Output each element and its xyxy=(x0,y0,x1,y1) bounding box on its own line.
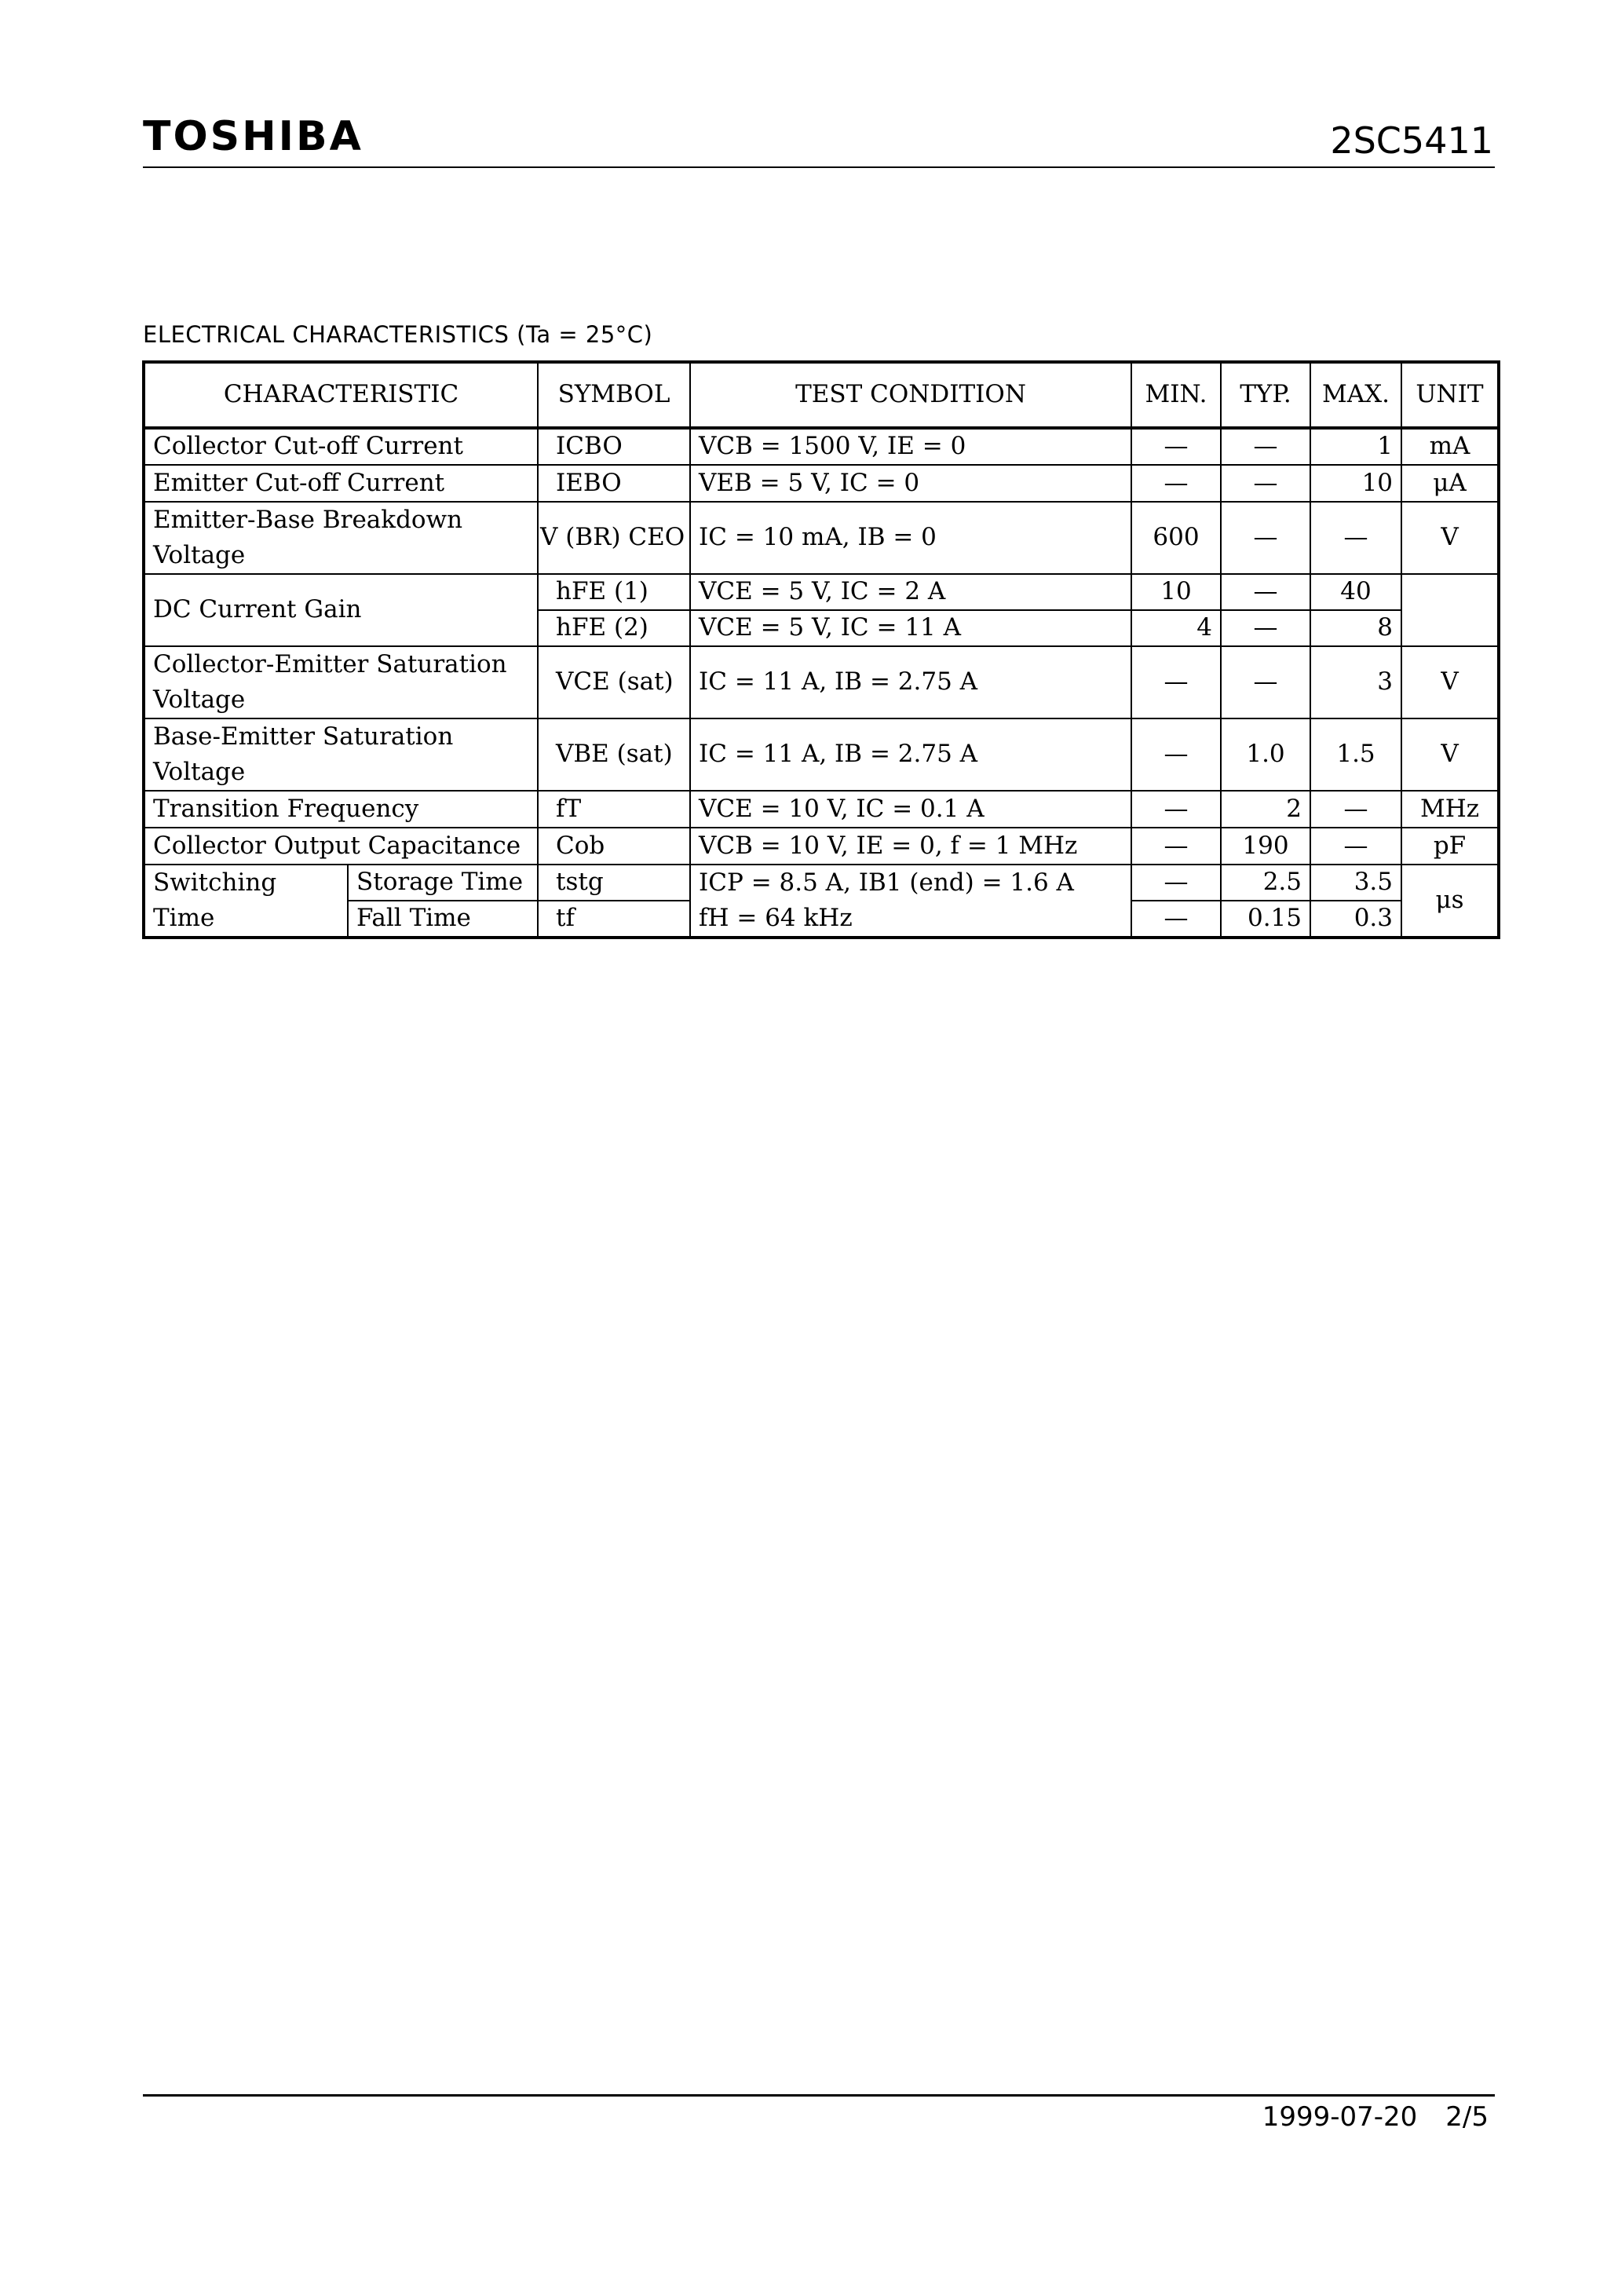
footer-date: 1999-07-20 xyxy=(1262,2101,1418,2133)
min-cell: — xyxy=(1131,718,1221,791)
typ-cell: — xyxy=(1221,502,1310,574)
max-cell: 0.3 xyxy=(1310,901,1401,937)
characteristic-line: Voltage xyxy=(153,758,246,786)
symbol-cell: tf xyxy=(538,901,690,937)
table-row xyxy=(144,574,1499,610)
test-condition-cell: IC = 11 A, IB = 2.75 A xyxy=(690,718,1131,791)
max-cell: 10 xyxy=(1310,465,1401,502)
table-row xyxy=(144,828,1499,865)
group-line: Switching xyxy=(153,868,277,897)
electrical-characteristics-table xyxy=(142,360,1500,939)
unit-cell: V xyxy=(1401,646,1499,718)
column-header: CHARACTERISTIC xyxy=(144,362,538,428)
switching-time-group-cell xyxy=(144,865,348,938)
typ-cell: 0.15 xyxy=(1221,901,1310,937)
unit-cell: MHz xyxy=(1401,791,1499,828)
symbol-cell: Cob xyxy=(538,828,690,865)
characteristic-cell: Collector Output Capacitance xyxy=(144,828,538,865)
characteristic-cell xyxy=(144,718,538,791)
characteristic-cell xyxy=(144,646,538,718)
footer xyxy=(1262,2101,1489,2133)
min-cell: — xyxy=(1131,828,1221,865)
characteristic-line: Base-Emitter Saturation xyxy=(153,722,454,751)
unit-cell: V xyxy=(1401,502,1499,574)
footer-rule xyxy=(143,2094,1495,2097)
test-condition-cell: VCE = 5 V, IC = 11 A xyxy=(690,610,1131,646)
brand-logo: TOSHIBA xyxy=(143,113,363,160)
symbol-cell: IEBO xyxy=(538,465,690,502)
table-row xyxy=(144,791,1499,828)
table-row xyxy=(144,646,1499,718)
test-condition-cell: VEB = 5 V, IC = 0 xyxy=(690,465,1131,502)
column-header: SYMBOL xyxy=(538,362,690,428)
characteristic-cell xyxy=(144,502,538,574)
characteristic-cell: Collector Cut-off Current xyxy=(144,428,538,465)
table-header-row xyxy=(144,362,1499,428)
unit-cell xyxy=(1401,574,1499,646)
page-number: 2/5 xyxy=(1445,2101,1489,2133)
max-cell: — xyxy=(1310,502,1401,574)
max-cell: — xyxy=(1310,828,1401,865)
test-condition-cell: VCB = 1500 V, IE = 0 xyxy=(690,428,1131,465)
min-cell: 10 xyxy=(1131,574,1221,610)
test-condition-cell: IC = 11 A, IB = 2.75 A xyxy=(690,646,1131,718)
symbol-cell: VBE (sat) xyxy=(538,718,690,791)
max-cell: 1 xyxy=(1310,428,1401,465)
max-cell: 40 xyxy=(1310,574,1401,610)
symbol-cell: hFE (1) xyxy=(538,574,690,610)
table-row xyxy=(144,865,1499,901)
characteristic-cell: Transition Frequency xyxy=(144,791,538,828)
characteristic-line: Emitter-Base Breakdown xyxy=(153,506,463,535)
column-header: TEST CONDITION xyxy=(690,362,1131,428)
typ-cell: — xyxy=(1221,428,1310,465)
characteristic-line: Collector-Emitter Saturation xyxy=(153,650,507,679)
test-condition-cell: IC = 10 mA, IB = 0 xyxy=(690,502,1131,574)
unit-cell: mA xyxy=(1401,428,1499,465)
min-cell: 4 xyxy=(1131,610,1221,646)
min-cell: — xyxy=(1131,428,1221,465)
unit-cell: pF xyxy=(1401,828,1499,865)
typ-cell: — xyxy=(1221,610,1310,646)
max-cell: 8 xyxy=(1310,610,1401,646)
column-header: UNIT xyxy=(1401,362,1499,428)
characteristic-cell: Emitter Cut-off Current xyxy=(144,465,538,502)
typ-cell: 2.5 xyxy=(1221,865,1310,901)
characteristic-cell: DC Current Gain xyxy=(144,574,538,646)
typ-cell: — xyxy=(1221,646,1310,718)
min-cell: — xyxy=(1131,865,1221,901)
header-rule xyxy=(143,166,1495,168)
max-cell: 3 xyxy=(1310,646,1401,718)
min-cell: — xyxy=(1131,465,1221,502)
max-cell: 1.5 xyxy=(1310,718,1401,791)
part-number: 2SC5411 xyxy=(1330,119,1493,162)
symbol-cell: hFE (2) xyxy=(538,610,690,646)
column-header: MAX. xyxy=(1310,362,1401,428)
group-line: Time xyxy=(153,903,215,932)
column-header: MIN. xyxy=(1131,362,1221,428)
symbol-cell: ICBO xyxy=(538,428,690,465)
characteristic-cell: Storage Time xyxy=(348,865,538,901)
symbol-cell: fT xyxy=(538,791,690,828)
table-row xyxy=(144,718,1499,791)
max-cell: — xyxy=(1310,791,1401,828)
unit-cell: V xyxy=(1401,718,1499,791)
typ-cell: 2 xyxy=(1221,791,1310,828)
min-cell: — xyxy=(1131,901,1221,937)
typ-cell: 190 xyxy=(1221,828,1310,865)
condition-line: ICP = 8.5 A, IB1 (end) = 1.6 A xyxy=(699,868,1074,897)
typ-cell: — xyxy=(1221,574,1310,610)
test-condition-cell xyxy=(690,865,1131,938)
characteristic-cell: Fall Time xyxy=(348,901,538,937)
condition-line: fH = 64 kHz xyxy=(699,903,853,932)
test-condition-cell: VCE = 5 V, IC = 2 A xyxy=(690,574,1131,610)
section-title: ELECTRICAL CHARACTERISTICS (Ta = 25°C) xyxy=(143,321,653,348)
test-condition-cell: VCE = 10 V, IC = 0.1 A xyxy=(690,791,1131,828)
symbol-cell: tstg xyxy=(538,865,690,901)
column-header: TYP. xyxy=(1221,362,1310,428)
min-cell: 600 xyxy=(1131,502,1221,574)
symbol-cell: V (BR) CEO xyxy=(538,502,690,574)
characteristic-line: Voltage xyxy=(153,686,246,714)
max-cell: 3.5 xyxy=(1310,865,1401,901)
characteristic-line: Voltage xyxy=(153,541,246,569)
table-row xyxy=(144,465,1499,502)
typ-cell: 1.0 xyxy=(1221,718,1310,791)
table-row xyxy=(144,502,1499,574)
unit-cell: μs xyxy=(1401,865,1499,938)
min-cell: — xyxy=(1131,646,1221,718)
typ-cell: — xyxy=(1221,465,1310,502)
test-condition-cell: VCB = 10 V, IE = 0, f = 1 MHz xyxy=(690,828,1131,865)
table-row xyxy=(144,428,1499,465)
min-cell: — xyxy=(1131,791,1221,828)
unit-cell: μA xyxy=(1401,465,1499,502)
symbol-cell: VCE (sat) xyxy=(538,646,690,718)
